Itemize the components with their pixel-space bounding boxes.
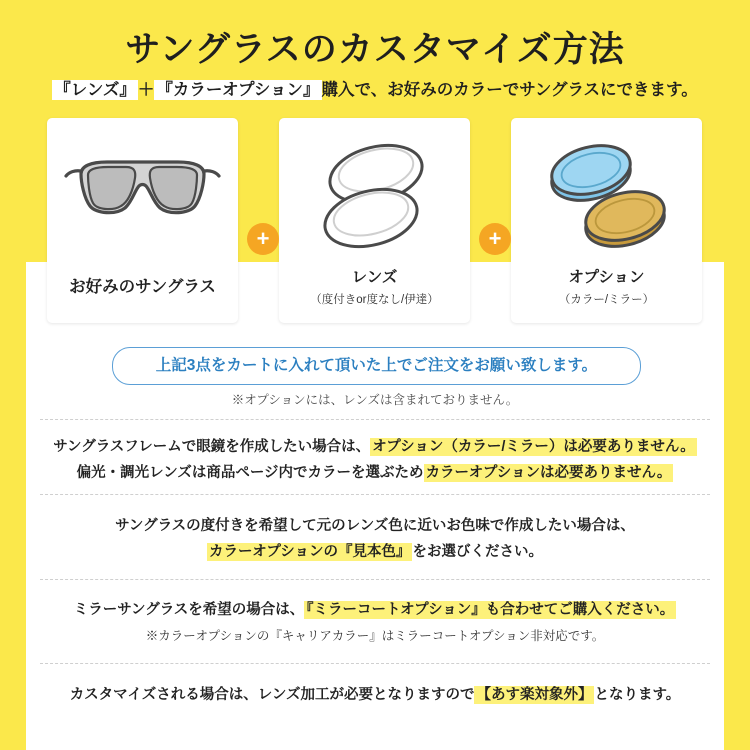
card-lens-sublabel: （度付きor度なし/伊達）: [310, 294, 439, 306]
note-text: カスタマイズされる場合は、レンズ加工が必要となりますので: [69, 687, 475, 703]
note-text: ミラーサングラスを希望の場合は、: [73, 602, 305, 618]
note-text: 偏光・調光レンズは商品ページ内でカラーを選ぶため: [76, 465, 424, 481]
note-text-highlight: 【あす楽対象外】: [476, 687, 593, 703]
page-subtitle: [0, 76, 750, 100]
note-line: [0, 682, 750, 708]
divider-4: [40, 663, 710, 664]
note-text: サングラスフレームで眼鏡を作成したい場合は、: [53, 439, 371, 455]
note-line: [0, 539, 750, 565]
cart-instruction-banner: 上記3点をカートに入れて頂いた上でご注文をお願い致します。: [112, 347, 641, 385]
subtitle-tail: 購入で、お好みのカラーでサングラスにできます。: [321, 81, 698, 99]
note-block-2: [0, 513, 750, 565]
divider-1: [40, 419, 710, 420]
card-option-sublabel: （カラー/ミラー）: [558, 294, 655, 306]
card-sunglasses: [47, 118, 238, 323]
card-lens-label: レンズ: [351, 269, 398, 286]
sunglasses-art: [47, 118, 238, 258]
color-option-art: [511, 118, 702, 258]
note-line-small: ※カラーオプションの『キャリアカラー』はミラーコートオプション非対応です。: [145, 629, 605, 643]
note-line: [0, 513, 750, 539]
note-line: [0, 460, 750, 486]
lens-icon: [279, 118, 470, 258]
card-option: [511, 118, 702, 323]
color-option-icon: [511, 118, 702, 258]
card-lens: [279, 118, 470, 323]
note-text-highlight: カラーオプションの『見本色』: [209, 544, 411, 560]
lens-art: [279, 118, 470, 258]
subtitle-lens-term: 『レンズ』: [54, 81, 136, 99]
page-title: サングラスのカスタマイズ方法: [125, 30, 625, 69]
plus-badge-2: +: [479, 223, 511, 255]
note-text: をお選びください。: [412, 544, 543, 560]
note-text-highlight: オプション（カラー/ミラー）は必要ありません。: [372, 439, 695, 455]
note-text: サングラスの度付きを希望して元のレンズ色に近いお色味で作成したい場合は、: [115, 518, 635, 534]
note-line: [0, 597, 750, 623]
note-block-3: [0, 597, 750, 649]
option-note: ※オプションには、レンズは含まれておりません。: [231, 393, 519, 407]
note-text-highlight: カラーオプションは必要ありません。: [425, 465, 672, 481]
divider-2: [40, 494, 710, 495]
note-block-1: [0, 434, 750, 486]
note-line: [0, 434, 750, 460]
note-text: となります。: [594, 687, 681, 703]
divider-3: [40, 579, 710, 580]
sunglasses-icon: [47, 118, 238, 258]
subtitle-plus: ＋: [137, 81, 155, 99]
note-block-4: [0, 682, 750, 708]
plus-badge-1: +: [247, 223, 279, 255]
note-text-highlight: 『ミラーコートオプション』も合わせてご購入ください。: [306, 602, 675, 618]
card-sunglasses-label: お好みのサングラス: [69, 278, 216, 296]
subtitle-coloroption-term: 『カラーオプション』: [156, 81, 320, 99]
card-option-label: オプション: [568, 269, 645, 286]
product-cards: [47, 118, 703, 323]
